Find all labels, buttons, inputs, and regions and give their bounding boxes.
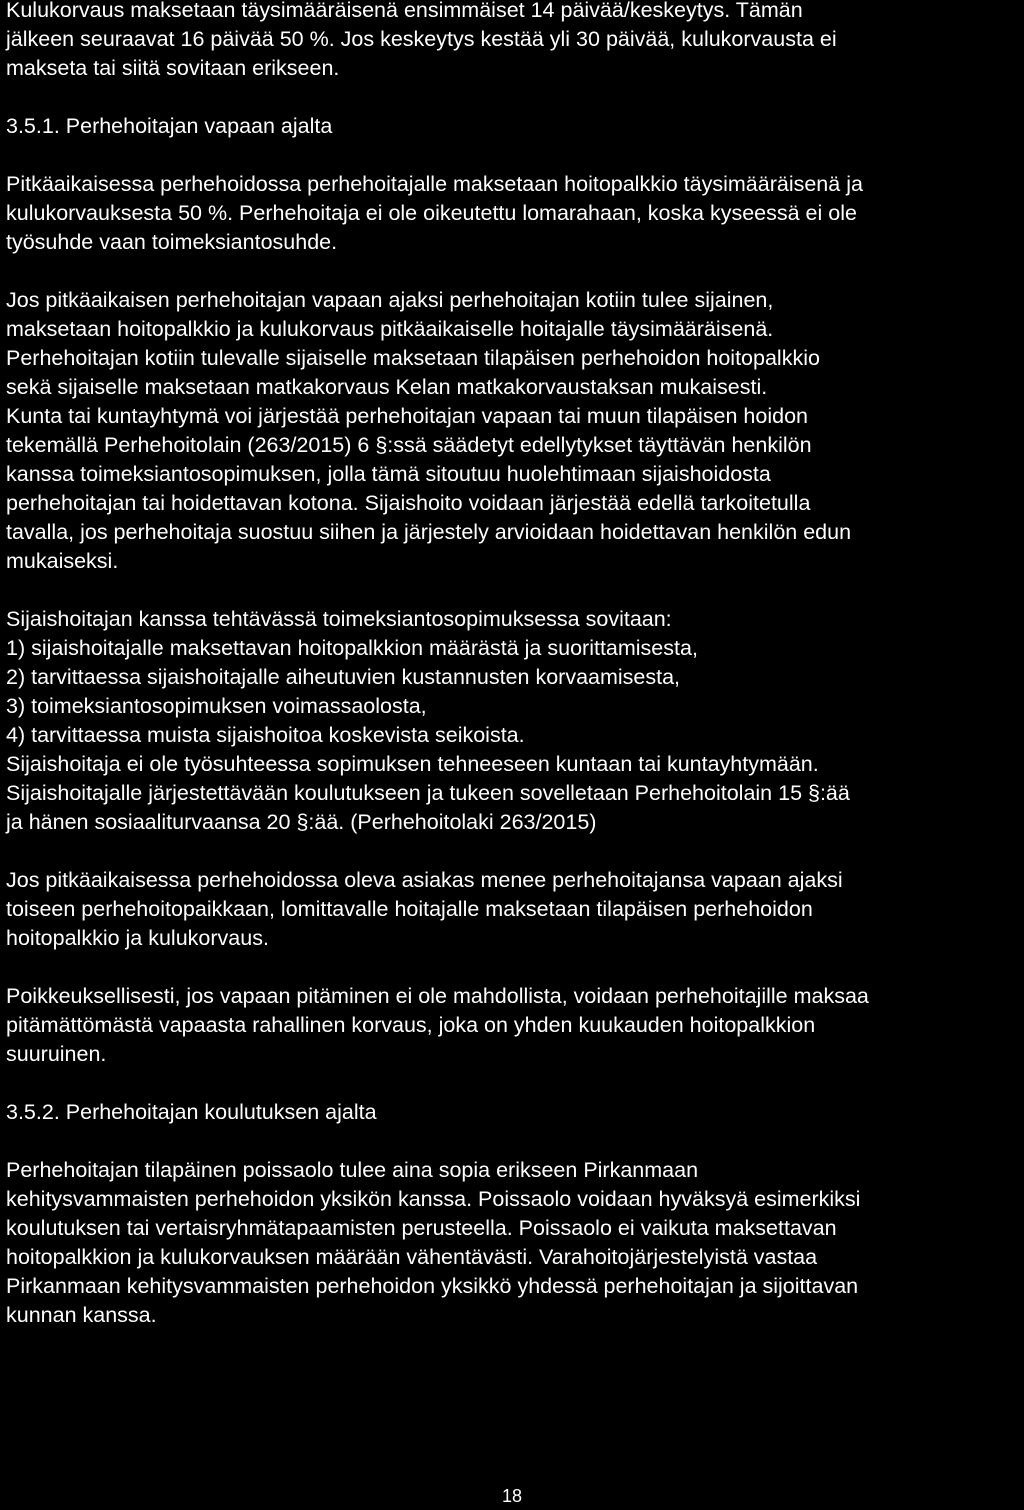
text-line: kunnan kanssa. xyxy=(6,1303,157,1327)
page-number: 18 xyxy=(502,1486,523,1506)
text-line: kulukorvauksesta 50 %. Perhehoitaja ei ole oikeutettu lomarahaan, koska kyseessä ei ole xyxy=(6,201,857,225)
paragraph-gap xyxy=(6,141,1024,170)
paragraph-pitkaaikaisessa xyxy=(6,170,1024,257)
text-line: pitämättömästä vapaasta rahallinen korvaus, joka on yhden kuukauden hoitopalkkion xyxy=(6,1013,816,1037)
text-line: Jos pitkäaikaisessa perhehoidossa oleva asiakas menee perhehoitajansa vapaan ajaksi xyxy=(6,868,843,892)
paragraph-gap xyxy=(6,837,1024,866)
paragraph-koulutus xyxy=(6,1156,1024,1330)
list-item: 1) sijaishoitajalle maksettavan hoitopalkkion määrästä ja suorittamisesta, xyxy=(6,636,698,660)
text-line: Poikkeuksellisesti, jos vapaan pitäminen ei ole mahdollista, voidaan perhehoitajille maksaa xyxy=(6,984,869,1008)
text-line: työsuhde vaan toimeksiantosuhde. xyxy=(6,230,338,254)
text-line: perhehoitajan tai hoidettavan kotona. Sijaishoito voidaan järjestää edellä tarkoitetulla xyxy=(6,491,811,515)
text-line: Perhehoitajan tilapäinen poissaolo tulee aina sopia erikseen Pirkanmaan xyxy=(6,1158,699,1182)
heading-line: 3.5.2. Perhehoitajan koulutuksen ajalta xyxy=(6,1100,377,1124)
text-line: suuruinen. xyxy=(6,1042,107,1066)
text-line: Kulukorvaus maksetaan täysimääräisenä ensimmäiset 14 päivää/keskeytys. Tämän xyxy=(6,0,803,22)
text-line: mukaiseksi. xyxy=(6,549,119,573)
text-line: toiseen perhehoitopaikkaan, lomittavalle hoitajalle maksetaan tilapäisen perhehoidon xyxy=(6,897,813,921)
text-line: Sijaishoitajan kanssa tehtävässä toimeksiantosopimuksessa sovitaan: xyxy=(6,607,672,631)
text-line: koulutuksen tai vertaisryhmätapaamisten perusteella. Poissaolo ei vaikuta maksettavan xyxy=(6,1216,837,1240)
paragraph-kulukorvaus xyxy=(6,0,1024,83)
text-line: Perhehoitajan kotiin tulevalle sijaiselle maksetaan tilapäisen perhehoidon hoitopalkkio xyxy=(6,346,820,370)
text-line: jälkeen seuraavat 16 päivää 50 %. Jos keskeytys kestää yli 30 päivää, kulukorvausta ei xyxy=(6,27,837,51)
paragraph-gap xyxy=(6,257,1024,286)
text-line: kehitysvammaisten perhehoidon yksikön kanssa. Poissaolo voidaan hyväksyä esimerkiksi xyxy=(6,1187,861,1211)
list-item: 2) tarvittaessa sijaishoitajalle aiheutuvien kustannusten korvaamisesta, xyxy=(6,665,681,689)
paragraph-gap xyxy=(6,83,1024,112)
paragraph-gap xyxy=(6,953,1024,982)
heading-line: 3.5.1. Perhehoitajan vapaan ajalta xyxy=(6,114,333,138)
section-heading-3-5-1 xyxy=(6,112,1024,141)
paragraph-sijainen xyxy=(6,286,1024,576)
paragraph-poikkeuksellisesti xyxy=(6,982,1024,1069)
text-line: Pitkäaikaisessa perhehoidossa perhehoitajalle maksetaan hoitopalkkio täysimääräisenä ja xyxy=(6,172,863,196)
paragraph-perhehoitopaikka xyxy=(6,866,1024,953)
text-line: Jos pitkäaikaisen perhehoitajan vapaan ajaksi perhehoitajan kotiin tulee sijainen, xyxy=(6,288,774,312)
paragraph-gap xyxy=(6,1069,1024,1098)
text-line: hoitopalkkio ja kulukorvaus. xyxy=(6,926,269,950)
text-line: Kunta tai kuntayhtymä voi järjestää perhehoitajan vapaan tai muun tilapäisen hoidon xyxy=(6,404,808,428)
text-line: hoitopalkkion ja kulukorvauksen määrään vähentävästi. Varahoitojärjestelyistä vastaa xyxy=(6,1245,818,1269)
text-line: tekemällä Perhehoitolain (263/2015) 6 §:ssä säädetyt edellytykset täyttävän henkilön xyxy=(6,433,812,457)
text-line: makseta tai siitä sovitaan erikseen. xyxy=(6,56,340,80)
text-line: ja hänen sosiaaliturvaansa 20 §:ää. (Perhehoitolaki 263/2015) xyxy=(6,810,597,834)
paragraph-gap xyxy=(6,1127,1024,1156)
text-line: tavalla, jos perhehoitaja suostuu siihen ja järjestely arvioidaan hoidettavan henkilön edun xyxy=(6,520,852,544)
paragraph-sijaishoitajan-sopimus xyxy=(6,605,1024,837)
text-line: maksetaan hoitopalkkio ja kulukorvaus pitkäaikaiselle hoitajalle täysimääräisenä. xyxy=(6,317,774,341)
text-line: sekä sijaiselle maksetaan matkakorvaus Kelan matkakorvaustaksan mukaisesti. xyxy=(6,375,768,399)
paragraph-gap xyxy=(6,576,1024,605)
document-body xyxy=(6,0,1024,1330)
list-item: 4) tarvittaessa muista sijaishoitoa koskevista seikoista. xyxy=(6,723,525,747)
text-line: Sijaishoitaja ei ole työsuhteessa sopimuksen tehneeseen kuntaan tai kuntayhtymään. xyxy=(6,752,819,776)
list-item: 3) toimeksiantosopimuksen voimassaolosta, xyxy=(6,694,427,718)
text-line: Sijaishoitajalle järjestettävään koulutukseen ja tukeen sovelletaan Perhehoitolain 15 §:ää xyxy=(6,781,850,805)
text-line: Pirkanmaan kehitysvammaisten perhehoidon yksikkö yhdessä perhehoitajan ja sijoittavan xyxy=(6,1274,859,1298)
section-heading-3-5-2 xyxy=(6,1098,1024,1127)
text-line: kanssa toimeksiantosopimuksen, jolla tämä sitoutuu huolehtimaan sijaishoidosta xyxy=(6,462,771,486)
